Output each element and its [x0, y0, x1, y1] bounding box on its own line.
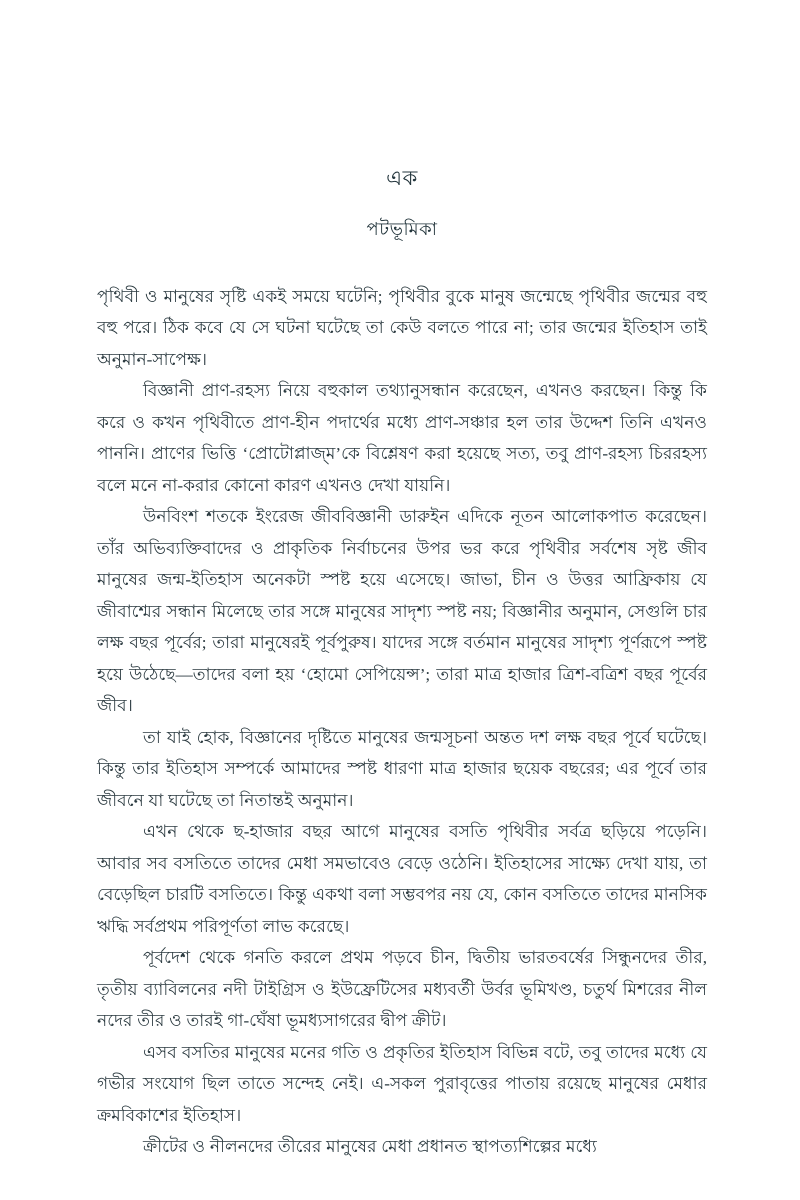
paragraph: তা যাই হোক, বিজ্ঞানের দৃষ্টিতে মানুষের জন্মসূচনা অন্তত দশ লক্ষ বছর পূর্বে ঘটেছে। কিন্তু তার ইতিহাস সম্পর্কে আমাদের স্পষ্ট ধারণা মাত্র হাজার ছয়েক বছরের; এর পূর্বে তার জীবনে যা ঘটেছে তা নিতান্তই অনুমান।	[97, 727, 707, 810]
chapter-number-heading: এক	[386, 166, 418, 190]
paragraph: এখন থেকে ছ-হাজার বছর আগে মানুষের বসতি পৃথিবীর সর্বত্র ছড়িয়ে পড়েনি। আবার সব বসতিতে তাদের মেধা সমভাবেও বেড়ে ওঠেনি। ইতিহাসের সাক্ষ্যে দেখা যায়, তা বেড়েছিল চারটি বসতিতে। কিন্তু একথা বলা সম্ভবপর নয় যে, কোন বসতিতে তাদের মানসিক ঋদ্ধি সর্বপ্রথম পরিপূর্ণতা লাভ করেছে।	[97, 822, 707, 936]
page-content-column	[97, 0, 707, 1163]
paragraph: পূর্বদেশ থেকে গনতি করলে প্রথম পড়বে চীন, দ্বিতীয় ভারতবর্ষের সিন্ধুনদের তীর, তৃতীয় ব্যাবিলনের নদী টাইগ্রিস ও ইউফ্রেটিসের মধ্যবর্তী উর্বর ভূমিখণ্ড, চতুর্থ মিশরের নীল নদের তীর ও তারই গা-ঘেঁষা ভূমধ্যসাগরের দ্বীপ ক্রীট।	[97, 948, 707, 1031]
paragraph: উনবিংশ শতকে ইংরেজ জীববিজ্ঞানী ডারুইন এদিকে নূতন আলোকপাত করেছেন। তাঁর অভিব্যক্তিবাদের ও প্রাকৃতিক নির্বাচনের উপর ভর করে পৃথিবীর সর্বশেষ সৃষ্ট জীব মানুষের জন্ম-ইতিহাস অনেকটা স্পষ্ট হয়ে এসেছে। জাভা, চীন ও উত্তর আফ্রিকায় যে জীবাশ্মের সন্ধান মিলেছে তার সঙ্গে মানুষের সাদৃশ্য স্পষ্ট নয়; বিজ্ঞানীর অনুমান, সেগুলি চার লক্ষ বছর পূর্বের; তারা মানুষেরই পূর্বপুরুষ। যাদের সঙ্গে বর্তমান মানুষের সাদৃশ্য পূর্ণরূপে স্পষ্ট হয়ে উঠেছে—তাদের বলা হয় ‘হোমো সেপিয়েন্স’; তারা মাত্র হাজার ত্রিশ-বত্রিশ বছর পূর্বের জীব।	[97, 507, 707, 716]
body-text-block	[97, 281, 707, 1163]
paragraph-clipped: ক্রীটের ও নীলনদের তীরের মানুষের মেধা প্রধানত স্থাপত্যশিল্পের মধ্যে	[143, 1137, 597, 1157]
paragraph: এসব বসতির মানুষের মনের গতি ও প্রকৃতির ইতিহাস বিভিন্ন বটে, তবু তাদের মধ্যে যে গভীর সংযোগ ছিল তাতে সন্দেহ নেই। এ-সকল পুরাবৃত্তের পাতায় রয়েছে মানুষের মেধার ক্রমবিকাশের ইতিহাস।	[97, 1042, 707, 1125]
paragraph: বিজ্ঞানী প্রাণ-রহস্য নিয়ে বহুকাল তথ্যানুসন্ধান করেছেন, এখনও করছেন। কিন্তু কি করে ও কখন পৃথিবীতে প্রাণ-হীন পদার্থের মধ্যে প্রাণ-সঞ্চার হল তার উদ্দেশ তিনি এখনও পাননি। প্রাণের ভিত্তি ‘প্রোটোপ্লাজ্‌ম’কে বিশ্লেষণ করা হয়েছে সত্য, তবু প্রাণ-রহস্য চিররহস্য বলে মনে না-করার কোনো কারণ এখনও দেখা যায়নি।	[97, 381, 707, 495]
section-title-heading: পটভূমিকা	[366, 219, 438, 240]
paragraph: পৃথিবী ও মানুষের সৃষ্টি একই সময়ে ঘটেনি; পৃথিবীর বুকে মানুষ জন্মেছে পৃথিবীর জন্মের বহু বহু পরে। ঠিক কবে যে সে ঘটনা ঘটেছে তা কেউ বলতে পারে না; তার জন্মের ইতিহাস তাই অনুমান-সাপেক্ষ।	[97, 286, 707, 369]
